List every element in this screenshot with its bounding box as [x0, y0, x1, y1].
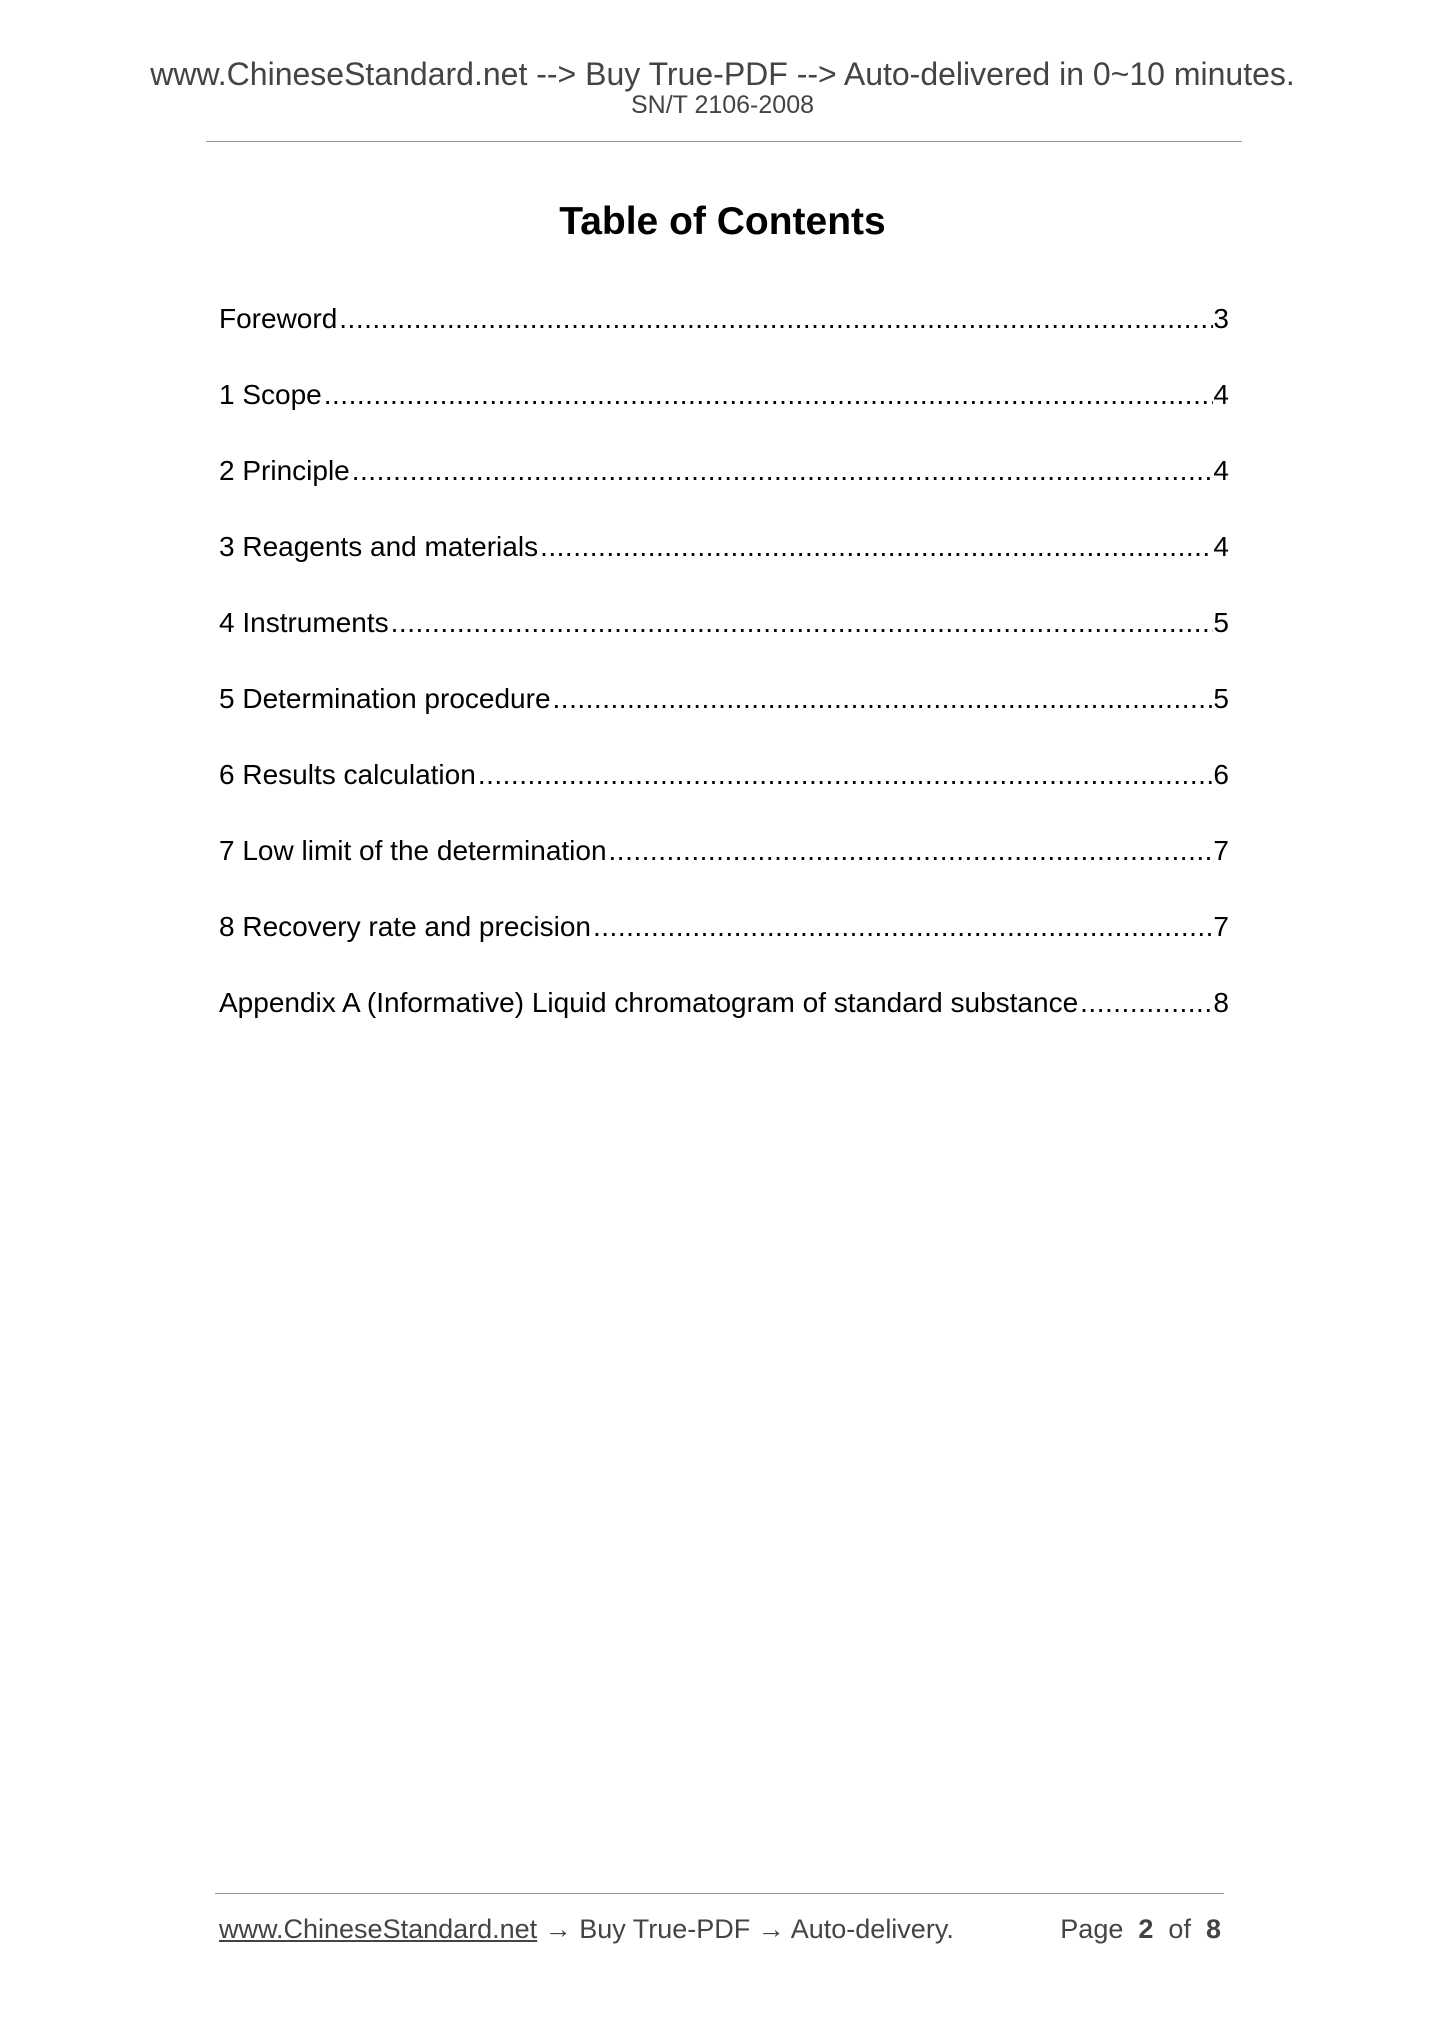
toc-entry-page: 3 — [1213, 303, 1229, 334]
toc-entry-label: 7 Low limit of the determination — [219, 835, 607, 866]
toc-dot-leader — [389, 607, 1214, 639]
toc-dot-leader — [337, 303, 1213, 335]
toc-entry-label: 5 Determination procedure — [219, 683, 551, 714]
toc-entry-page: 7 — [1213, 835, 1229, 866]
toc-entry-label: 6 Results calculation — [219, 759, 476, 790]
toc-dot-leader — [1078, 987, 1213, 1019]
toc-entry-label: 8 Recovery rate and precision — [219, 911, 591, 942]
footer-site-link[interactable]: www.ChineseStandard.net — [219, 1914, 538, 1944]
toc-entry-page: 6 — [1213, 759, 1229, 790]
toc-list — [219, 303, 1229, 1063]
toc-entry-page: 4 — [1213, 531, 1229, 562]
toc-entry-page: 4 — [1213, 379, 1229, 410]
toc-entry-foreword[interactable] — [219, 303, 1229, 379]
toc-entry-scope[interactable] — [219, 379, 1229, 455]
header-banner: www.ChineseStandard.net --> Buy True-PDF --> Auto-delivered in 0~10 minutes. — [150, 56, 1295, 92]
toc-entry-instruments[interactable] — [219, 607, 1229, 683]
toc-entry-results-calculation[interactable] — [219, 759, 1229, 835]
footer-divider — [215, 1893, 1224, 1894]
footer-left — [219, 1916, 954, 1943]
toc-dot-leader — [350, 455, 1214, 487]
toc-dot-leader — [476, 759, 1214, 791]
footer-tagline: → Buy True-PDF → Auto-delivery. — [537, 1914, 954, 1944]
toc-entry-label: 2 Principle — [219, 455, 350, 486]
header-divider — [206, 141, 1242, 142]
toc-entry-page: 4 — [1213, 455, 1229, 486]
toc-dot-leader — [551, 683, 1214, 715]
toc-entry-low-limit[interactable] — [219, 835, 1229, 911]
toc-entry-principle[interactable] — [219, 455, 1229, 531]
toc-dot-leader — [607, 835, 1214, 867]
toc-title: Table of Contents — [559, 200, 886, 243]
toc-entry-label: 1 Scope — [219, 379, 322, 410]
page-word: Page — [1060, 1914, 1124, 1944]
toc-entry-page: 5 — [1213, 607, 1229, 638]
current-page-number: 2 — [1138, 1914, 1154, 1944]
toc-entry-appendix-a[interactable] — [219, 987, 1229, 1063]
toc-entry-determination-procedure[interactable] — [219, 683, 1229, 759]
page-indicator — [1060, 1916, 1221, 1943]
document-number: SN/T 2106-2008 — [631, 91, 814, 119]
toc-entry-recovery-rate[interactable] — [219, 911, 1229, 987]
total-page-count: 8 — [1205, 1914, 1221, 1944]
toc-entry-page: 7 — [1213, 911, 1229, 942]
toc-entry-page: 5 — [1213, 683, 1229, 714]
toc-entry-label: Appendix A (Informative) Liquid chromatogram of standard substance — [219, 987, 1079, 1018]
toc-entry-page: 8 — [1213, 987, 1229, 1018]
toc-dot-leader — [322, 379, 1214, 411]
toc-entry-label: Foreword — [219, 303, 338, 334]
toc-entry-label: 3 Reagents and materials — [219, 531, 539, 562]
toc-dot-leader — [538, 531, 1213, 563]
of-word: of — [1168, 1914, 1191, 1944]
toc-entry-reagents[interactable] — [219, 531, 1229, 607]
toc-dot-leader — [591, 911, 1213, 943]
toc-entry-label: 4 Instruments — [219, 607, 389, 638]
